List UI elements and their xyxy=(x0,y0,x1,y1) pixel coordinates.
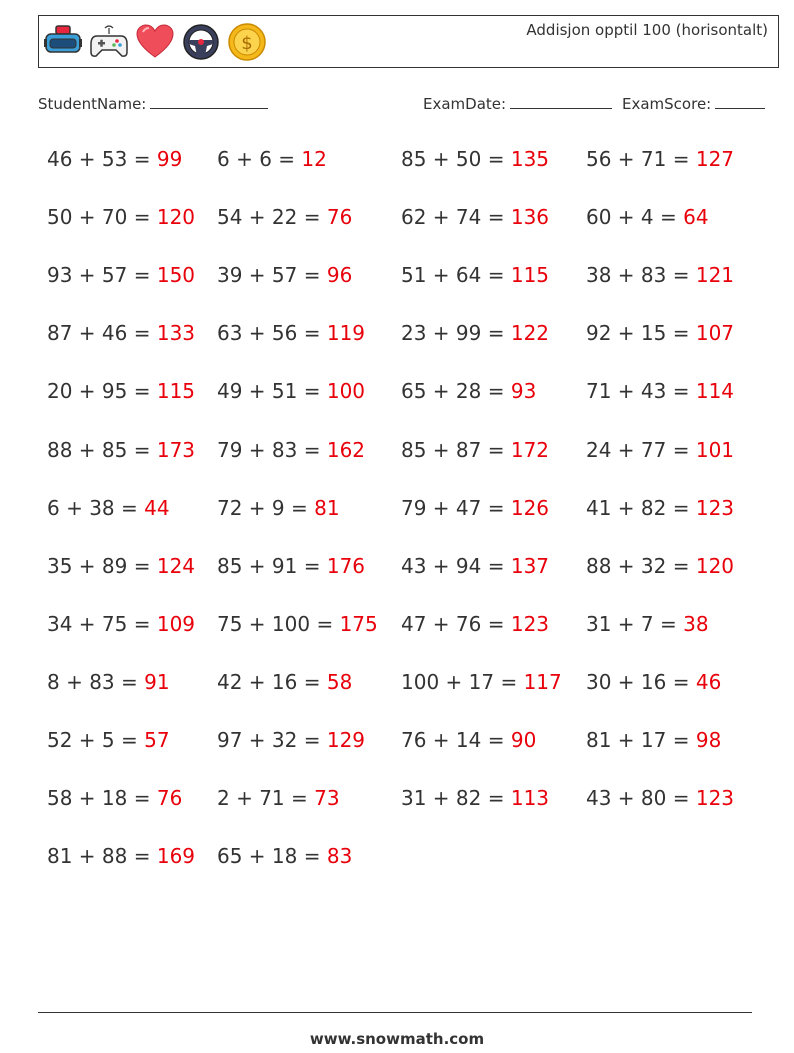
problem-item xyxy=(217,786,340,810)
problem-item xyxy=(586,205,709,229)
svg-text:$: $ xyxy=(241,33,253,54)
problem-item xyxy=(217,379,365,403)
problem-answer: 172 xyxy=(510,437,550,462)
problem-question: 100 + 17 = xyxy=(401,669,518,694)
problem-answer: 109 xyxy=(156,611,196,636)
problem-question: 50 + 70 = xyxy=(47,205,151,230)
problem-item xyxy=(401,496,549,520)
footer-divider xyxy=(38,1012,752,1013)
problem-item xyxy=(401,786,549,810)
problem-item xyxy=(217,728,365,752)
problem-item xyxy=(586,728,721,752)
problem-question: 79 + 83 = xyxy=(217,437,321,462)
problem-answer: 129 xyxy=(326,728,366,752)
problem-item xyxy=(401,147,549,171)
problem-item xyxy=(401,263,549,287)
problem-question: 75 + 100 = xyxy=(217,611,334,636)
problem-question: 85 + 50 = xyxy=(401,147,505,171)
problem-answer: 44 xyxy=(144,495,170,520)
problem-answer: 64 xyxy=(683,205,709,230)
problem-answer: 38 xyxy=(683,611,709,636)
problem-item xyxy=(586,496,734,520)
problem-answer: 76 xyxy=(326,205,353,230)
problem-item xyxy=(47,205,195,229)
exam-date-label: ExamDate: xyxy=(423,95,507,113)
problem-question: 87 + 46 = xyxy=(47,321,151,346)
problem-answer: 114 xyxy=(695,379,735,404)
problem-question: 93 + 57 = xyxy=(47,263,151,288)
problem-question: 76 + 14 = xyxy=(401,728,505,752)
problem-answer: 119 xyxy=(326,321,366,346)
vr-headset-icon xyxy=(43,22,83,62)
problem-answer: 121 xyxy=(695,263,735,288)
problem-answer: 57 xyxy=(144,728,170,752)
problem-item xyxy=(401,379,536,403)
problem-question: 72 + 9 = xyxy=(217,495,308,520)
problem-answer: 120 xyxy=(695,553,735,578)
problem-question: 79 + 47 = xyxy=(401,495,505,520)
problem-item xyxy=(401,321,549,345)
problem-item xyxy=(401,612,549,636)
problem-question: 31 + 82 = xyxy=(401,786,505,811)
problem-answer: 137 xyxy=(510,553,550,578)
problem-item xyxy=(586,438,734,462)
problem-question: 43 + 94 = xyxy=(401,553,505,578)
problem-question: 24 + 77 = xyxy=(586,437,690,462)
problem-answer: 76 xyxy=(156,786,183,811)
problem-question: 51 + 64 = xyxy=(401,263,505,288)
problem-answer: 169 xyxy=(156,844,196,869)
problem-answer: 122 xyxy=(510,321,550,346)
problem-item xyxy=(47,379,195,403)
problem-item xyxy=(217,496,340,520)
problem-question: 23 + 99 = xyxy=(401,321,505,346)
problem-question: 43 + 80 = xyxy=(586,786,690,811)
problem-answer: 96 xyxy=(326,263,353,288)
problem-item xyxy=(47,786,182,810)
problem-item xyxy=(217,147,327,171)
dollar-coin-icon xyxy=(227,22,267,62)
problem-question: 60 + 4 = xyxy=(586,205,677,230)
problem-answer: 135 xyxy=(510,147,550,171)
problem-item xyxy=(586,147,734,171)
problem-answer: 81 xyxy=(314,495,340,520)
problem-answer: 98 xyxy=(695,728,722,752)
problem-item xyxy=(586,321,734,345)
heart-icon xyxy=(135,22,175,62)
problem-answer: 175 xyxy=(339,611,378,636)
problem-item xyxy=(217,263,352,287)
student-name-line[interactable] xyxy=(150,95,268,109)
problem-question: 42 + 16 = xyxy=(217,669,321,694)
exam-date-field xyxy=(423,95,612,113)
exam-date-line[interactable] xyxy=(510,95,612,109)
problem-answer: 133 xyxy=(156,321,196,346)
problem-item xyxy=(47,438,195,462)
game-controller-icon xyxy=(89,22,129,62)
problem-item xyxy=(47,263,195,287)
problem-item xyxy=(47,321,195,345)
problem-question: 47 + 76 = xyxy=(401,611,505,636)
problem-question: 85 + 87 = xyxy=(401,437,505,462)
problem-answer: 123 xyxy=(695,495,735,520)
problem-question: 81 + 88 = xyxy=(47,844,151,869)
problem-answer: 176 xyxy=(326,553,366,578)
problem-question: 46 + 53 = xyxy=(47,147,151,171)
problem-item xyxy=(217,844,352,868)
worksheet-title: Addisjon opptil 100 (horisontalt) xyxy=(526,21,768,39)
problem-answer: 126 xyxy=(510,495,550,520)
problem-answer: 124 xyxy=(156,553,196,578)
problem-question: 39 + 57 = xyxy=(217,263,321,288)
problem-question: 63 + 56 = xyxy=(217,321,321,346)
problem-question: 2 + 71 = xyxy=(217,786,308,811)
problem-item xyxy=(217,612,378,636)
problem-question: 31 + 7 = xyxy=(586,611,677,636)
problem-answer: 99 xyxy=(156,147,183,171)
problem-question: 62 + 74 = xyxy=(401,205,505,230)
problem-answer: 100 xyxy=(326,379,366,404)
problem-answer: 83 xyxy=(326,844,353,869)
problem-question: 52 + 5 = xyxy=(47,728,138,752)
problem-item xyxy=(401,670,562,694)
problem-item xyxy=(586,263,734,287)
problem-item xyxy=(217,670,352,694)
problem-item xyxy=(217,321,365,345)
problem-item xyxy=(586,554,734,578)
problem-answer: 46 xyxy=(695,669,722,694)
problem-item xyxy=(586,379,734,403)
icon-strip xyxy=(43,21,267,63)
problem-item xyxy=(401,205,549,229)
problem-item xyxy=(47,728,170,752)
problem-answer: 123 xyxy=(510,611,550,636)
problem-question: 71 + 43 = xyxy=(586,379,690,404)
problem-answer: 93 xyxy=(510,379,537,404)
problem-answer: 127 xyxy=(695,147,735,171)
problem-question: 35 + 89 = xyxy=(47,553,151,578)
problem-item xyxy=(47,612,195,636)
problem-answer: 173 xyxy=(156,437,196,462)
problem-item xyxy=(586,670,721,694)
steering-wheel-icon xyxy=(181,22,221,62)
problem-answer: 91 xyxy=(144,669,170,694)
problem-answer: 136 xyxy=(510,205,550,230)
problem-question: 30 + 16 = xyxy=(586,669,690,694)
problem-answer: 117 xyxy=(523,669,562,694)
problem-question: 6 + 6 = xyxy=(217,147,296,171)
problem-item xyxy=(401,728,536,752)
problem-question: 38 + 83 = xyxy=(586,263,690,288)
problem-item xyxy=(217,205,352,229)
problem-question: 58 + 18 = xyxy=(47,786,151,811)
problem-item xyxy=(401,554,549,578)
problem-answer: 115 xyxy=(156,379,196,404)
problem-question: 6 + 38 = xyxy=(47,495,138,520)
problem-answer: 73 xyxy=(314,786,340,811)
problem-answer: 123 xyxy=(695,786,735,811)
problem-question: 34 + 75 = xyxy=(47,611,151,636)
problem-question: 41 + 82 = xyxy=(586,495,690,520)
problem-item xyxy=(47,670,170,694)
problem-question: 97 + 32 = xyxy=(217,728,321,752)
problem-question: 20 + 95 = xyxy=(47,379,151,404)
exam-score-field xyxy=(622,95,765,113)
student-name-field xyxy=(38,95,268,113)
problem-answer: 113 xyxy=(510,786,550,811)
problem-item xyxy=(217,438,365,462)
problem-question: 92 + 15 = xyxy=(586,321,690,346)
problem-answer: 115 xyxy=(510,263,550,288)
problem-answer: 107 xyxy=(695,321,735,346)
problem-answer: 58 xyxy=(326,669,353,694)
problem-item xyxy=(47,147,182,171)
problem-question: 54 + 22 = xyxy=(217,205,321,230)
problem-answer: 150 xyxy=(156,263,196,288)
problem-answer: 101 xyxy=(695,437,735,462)
problem-question: 8 + 83 = xyxy=(47,669,138,694)
problem-item xyxy=(47,844,195,868)
problem-question: 65 + 28 = xyxy=(401,379,505,404)
problem-answer: 120 xyxy=(156,205,196,230)
exam-score-label: ExamScore: xyxy=(622,95,712,113)
problem-question: 65 + 18 = xyxy=(217,844,321,869)
problem-item xyxy=(586,612,709,636)
header-box xyxy=(38,15,779,68)
problem-item xyxy=(401,438,549,462)
problem-question: 88 + 85 = xyxy=(47,437,151,462)
problem-answer: 162 xyxy=(326,437,366,462)
problem-answer: 12 xyxy=(301,147,327,171)
problem-item xyxy=(47,496,170,520)
problem-item xyxy=(586,786,734,810)
problem-question: 49 + 51 = xyxy=(217,379,321,404)
problem-question: 81 + 17 = xyxy=(586,728,690,752)
problem-item xyxy=(47,554,195,578)
exam-score-line[interactable] xyxy=(715,95,765,109)
problem-question: 88 + 32 = xyxy=(586,553,690,578)
problem-question: 85 + 91 = xyxy=(217,553,321,578)
problem-item xyxy=(217,554,365,578)
footer-website: www.snowmath.com xyxy=(309,1030,485,1048)
problem-question: 56 + 71 = xyxy=(586,147,690,171)
problem-answer: 90 xyxy=(510,728,537,752)
student-name-label: StudentName: xyxy=(38,95,147,113)
